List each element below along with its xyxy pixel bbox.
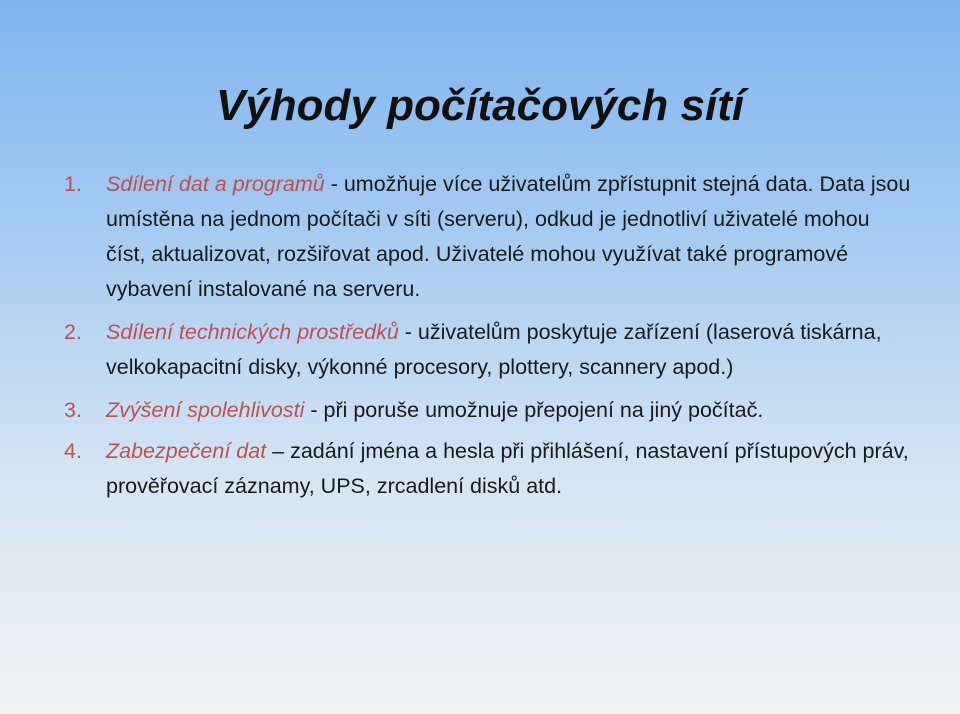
list-item-separator: -: [304, 398, 324, 422]
list-item-separator: –: [266, 439, 291, 463]
list-item-term: Zabezpečení dat: [106, 439, 267, 463]
list-item-hardware-sharing: [64, 315, 914, 385]
list-item-reliability: [64, 393, 914, 428]
list-item-text: při poruše umožnuje přepojení na jiný počítač.: [323, 398, 764, 422]
list-item-term: Zvýšení spolehlivosti: [106, 398, 305, 422]
slide-title: Výhody počítačových sítí: [215, 81, 745, 131]
list-item-term: Sdílení technických prostředků: [106, 320, 399, 344]
list-item-number: 1.: [64, 172, 82, 196]
list-item-number: 2.: [64, 320, 82, 344]
list-item-separator: -: [324, 172, 344, 196]
list-item-separator: -: [398, 320, 418, 344]
benefits-list: [64, 167, 914, 512]
list-item-text: umožňuje více uživatelům zpřístupnit stejná data. Data jsou umístěna na jednom počítači v síti (serveru), odkud je jednotliví uživatelé mohou číst, aktualizovat, rozšiřovat apod. Uživatelé mohou využívat také programové vybavení instalované na serveru.: [106, 172, 911, 301]
list-item-text: zadání jména a hesla při přihlášení, nastavení přístupových práv, prověřovací záznamy, UPS, zrcadlení disků atd.: [106, 439, 909, 498]
list-item-number: 4.: [64, 439, 82, 463]
list-item-number: 3.: [64, 398, 82, 422]
list-item-text: uživatelům poskytuje zařízení (laserová tiskárna, velkokapacitní disky, výkonné procesory, plottery, scannery apod.): [106, 320, 882, 379]
list-item-term: Sdílení dat a programů: [106, 172, 325, 196]
list-item-data-security: [64, 434, 914, 504]
list-item-data-sharing: [64, 167, 914, 307]
